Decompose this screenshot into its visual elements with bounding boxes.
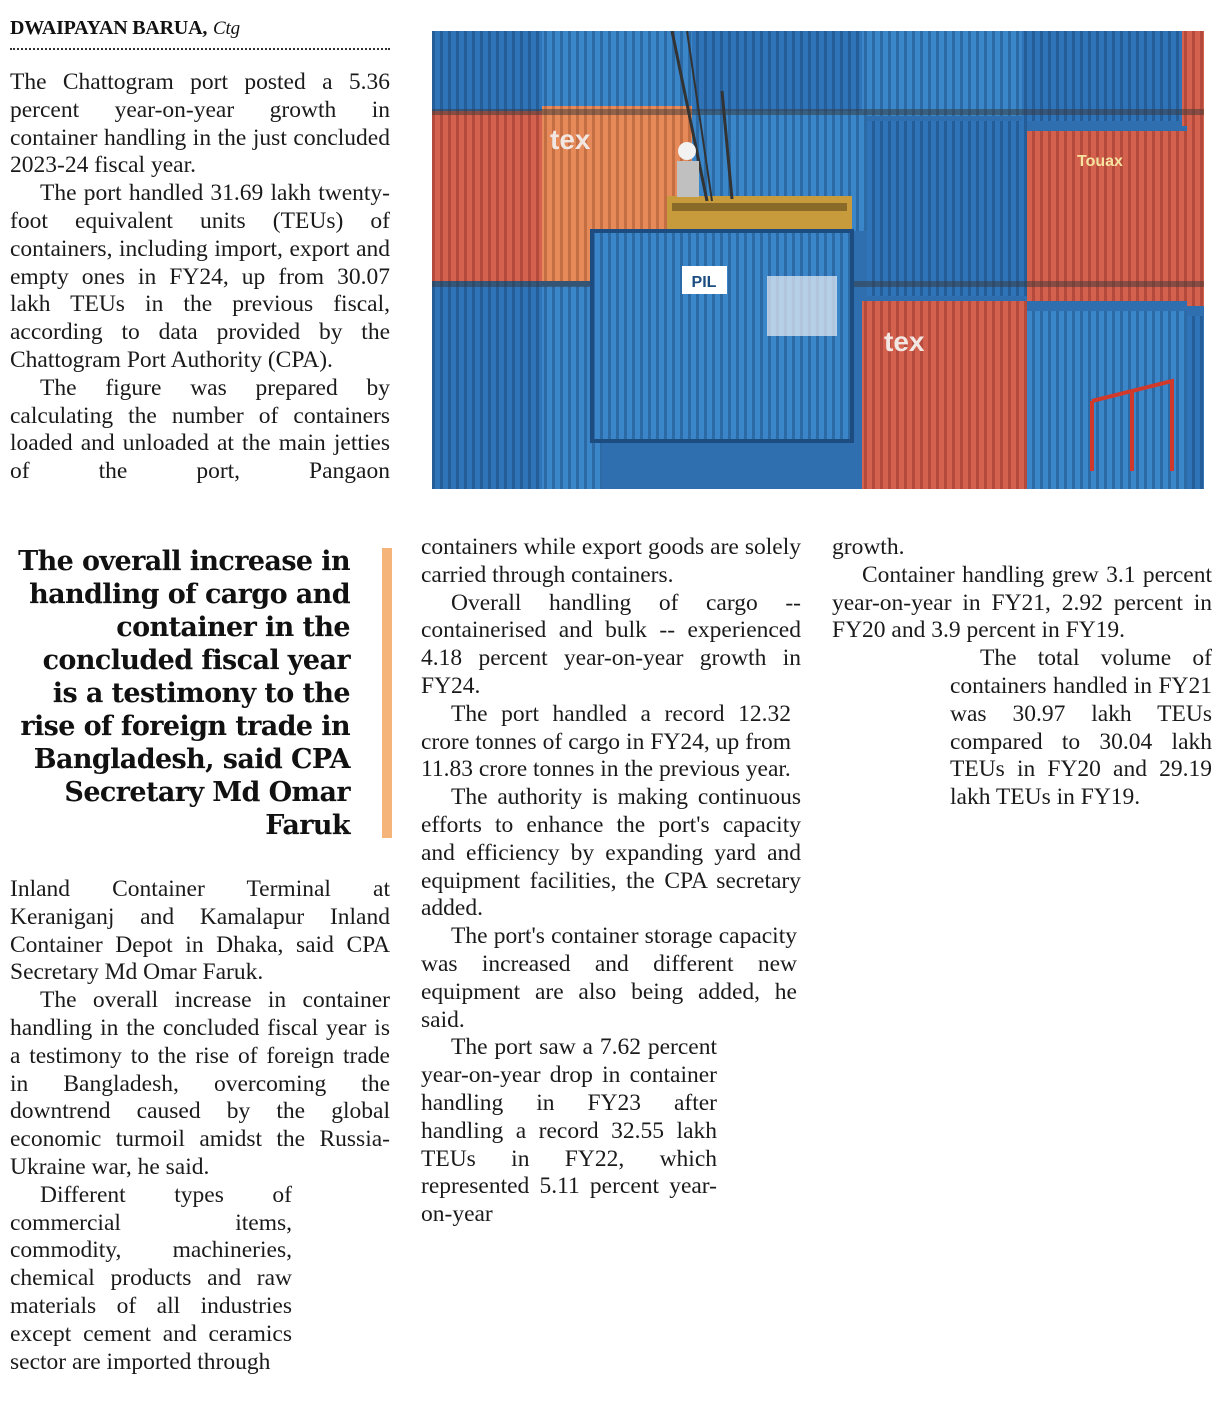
pull-quote-bar — [382, 548, 392, 838]
author-name: DWAIPAYAN BARUA, — [10, 17, 208, 39]
port-containers-photo — [432, 31, 1204, 489]
paragraph: The authority is making continuous efforts to enhance the port's capacity and efficiency by expanding yard and equipment facilities, the CPA secretary added. — [421, 784, 801, 922]
paragraph: Overall handling of cargo -- containerised and bulk -- experienced 4.18 percent year-on-year growth in FY24. — [421, 589, 801, 699]
tex-logo-top: tex — [550, 124, 591, 155]
column-2 — [421, 534, 801, 1229]
paragraph: The total volume of containers handled in FY21 was 30.97 lakh TEUs compared to 30.04 lakh TEUs in FY20 and 29.19 lakh TEUs in FY19. — [950, 645, 1212, 811]
byline — [10, 16, 390, 41]
paragraph: The port handled 31.69 lakh twenty-foot equivalent units (TEUs) of containers, including import, export and empty ones in FY24, up from 30.07 lakh TEUs in the previous fiscal, according to data provided by the Chattogram Port Authority (CPA). — [10, 180, 390, 373]
pil-logo-text: PIL — [691, 274, 717, 291]
paragraph: Different types of commercial items, commodity, machineries, chemical products and raw materials of all industries except cement and ceramics sector are imported through — [10, 1181, 292, 1375]
touax-logo: Touax — [1077, 153, 1123, 170]
paragraph: The overall increase in container handling in the concluded fiscal year is a testimony to the rise of foreign trade in Bangladesh, overcoming the downtrend caused by the global economic turmoil amidst the Russia-Ukraine war, he said. — [10, 987, 390, 1180]
paragraph: Inland Container Terminal at Keraniganj and Kamalapur Inland Container Depot in Dhaka, said CPA Secretary Md Omar Faruk. — [10, 876, 390, 986]
paragraph: growth. — [832, 534, 905, 560]
byline-dotted-rule — [10, 48, 390, 50]
paragraph: The port handled a record 12.32 crore tonnes of cargo in FY24, up from 11.83 crore tonnes in the previous year. — [421, 700, 791, 783]
paragraph: The port's container storage capacity was increased and different new equipment are also being added, he said. — [421, 923, 797, 1033]
paragraph: The Chattogram port posted a 5.36 percent year-on-year growth in container handling in the just concluded 2023-24 fiscal year. — [10, 69, 390, 179]
tex-logo-mid: tex — [884, 326, 925, 357]
paragraph: containers while export goods are solely carried through containers. — [421, 534, 801, 588]
paragraph: The figure was prepared by calculating the number of containers loaded and unloaded at the main jetties of the port, Pangaon — [10, 374, 390, 485]
paragraph: The port saw a 7.62 percent year-on-year drop in container handling in FY23 after handling a record 32.55 lakh TEUs in FY22, which represented 5.11 percent year-on-year — [421, 1034, 717, 1228]
paragraph: Container handling grew 3.1 percent year-on-year in FY21, 2.92 percent in FY20 and 3.9 percent in FY19. — [832, 561, 1212, 644]
dateline-location: Ctg — [213, 18, 240, 39]
column-3 — [832, 534, 1212, 812]
column-1-bottom — [10, 876, 390, 1376]
column-1-top — [10, 69, 390, 486]
pull-quote: The overall increase in handling of cargo and container in the concluded fiscal year is a testimony to the rise of foreign trade in Bangladesh, said CPA Secretary Md Omar Faruk — [18, 546, 350, 841]
